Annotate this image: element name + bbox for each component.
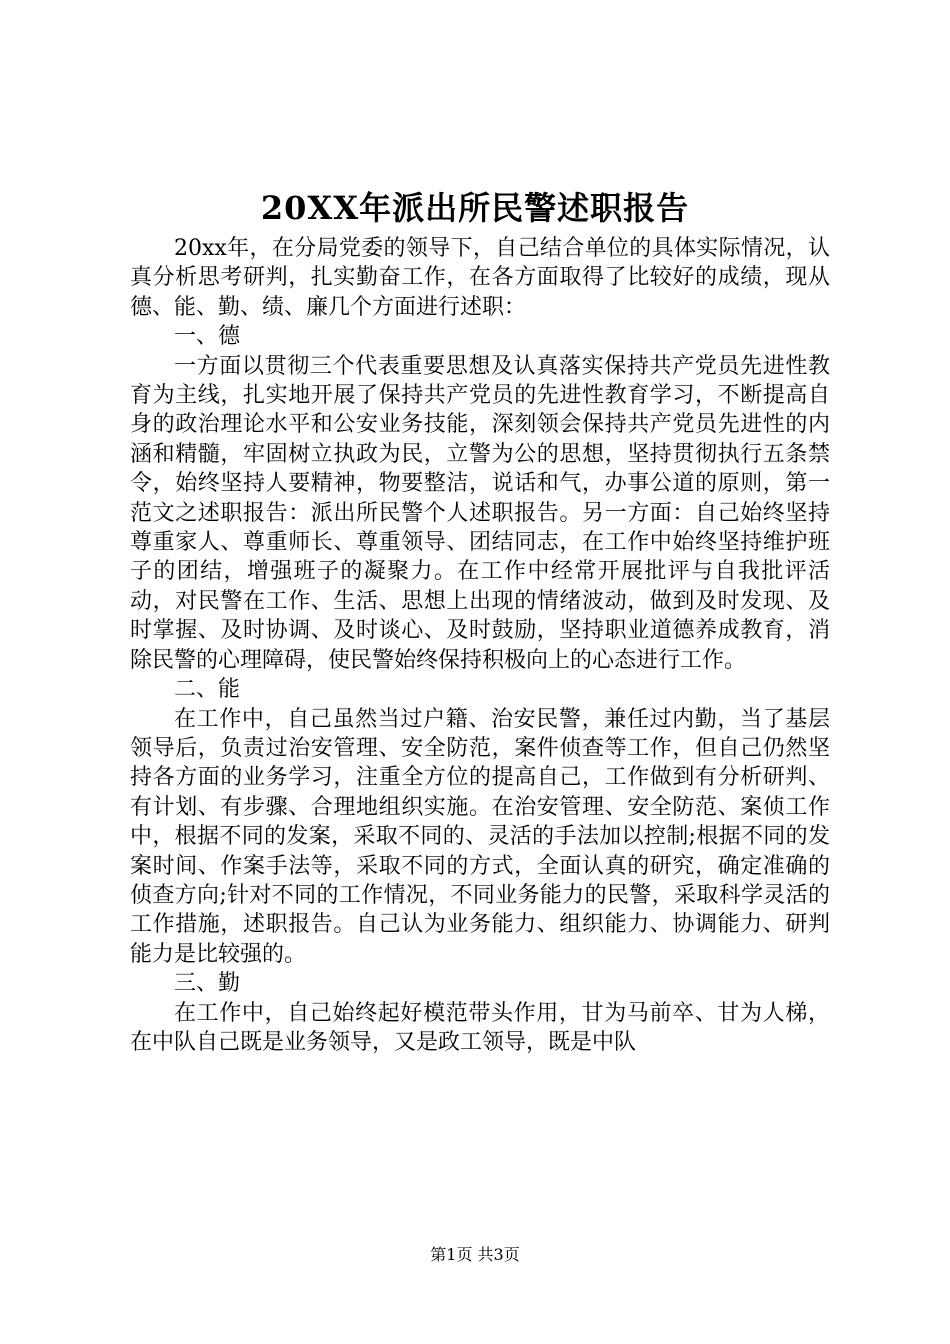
- section-heading-de: 一、德: [174, 324, 241, 350]
- paragraph-neng: 在工作中，自己虽然当过户籍、治安民警，兼任过内勤，当了基层领导后，负责过治安管理、安全防范，案件侦查等工作，但自己仍然坚持各方面的业务学习，注重全方位的提高自己，工作做到有分析研判、有计划、有步骤、合理地组织实施。在治安管理、安全防范、案侦工作中，根据不同的发案，采取不同的、灵活的手法加以控制;根据不同的发案时间、作案手法等，采取不同的方式，全面认真的研究，确定准确的侦查方向;针对不同的工作情况，不同业务能力的民警，采取科学灵活的工作措施，述职报告。自己认为业务能力、组织能力、协调能力、研判能力是比较强的。: [130, 706, 830, 967]
- section-heading-neng: 二、能: [174, 677, 241, 703]
- page-number-footer: 第1页 共3页: [430, 1245, 520, 1264]
- document-body: [130, 234, 830, 1057]
- document-title: 20XX年派出所民警述职报告: [260, 189, 690, 227]
- paragraph-de: 一方面以贯彻三个代表重要思想及认真落实保持共产党员先进性教育为主线，扎实地开展了保持共产党员的先进性教育学习，不断提高自身的政治理论水平和公安业务技能，深刻领会保持共产党员先进性的内涵和精髓，牢固树立执政为民，立警为公的思想，坚持贯彻执行五条禁令，始终坚持人要精神，物要整洁，说话和气，办事公道的原则，第一范文之述职报告：派出所民警个人述职报告。另一方面：自己始终坚持尊重家人、尊重师长、尊重领导、团结同志，在工作中始终坚持维护班子的团结，增强班子的凝聚力。在工作中经常开展批评与自我批评活动，对民警在工作、生活、思想上出现的情绪波动，做到及时发现、及时掌握、及时协调、及时谈心、及时鼓励，坚持职业道德养成教育，消除民警的心理障碍，使民警始终保持积极向上的心态进行工作。: [130, 353, 830, 673]
- paragraph-qin: 在工作中，自己始终起好模范带头作用，甘为马前卒、甘为人梯，在中队自己既是业务领导，又是政工领导，既是中队: [130, 1000, 830, 1055]
- paragraph-intro: 20xx年，在分局党委的领导下，自己结合单位的具体实际情况，认真分析思考研判，扎实勤奋工作，在各方面取得了比较好的成绩，现从德、能、勤、绩、廉几个方面进行述职：: [130, 236, 830, 320]
- section-heading-qin: 三、勤: [174, 971, 241, 997]
